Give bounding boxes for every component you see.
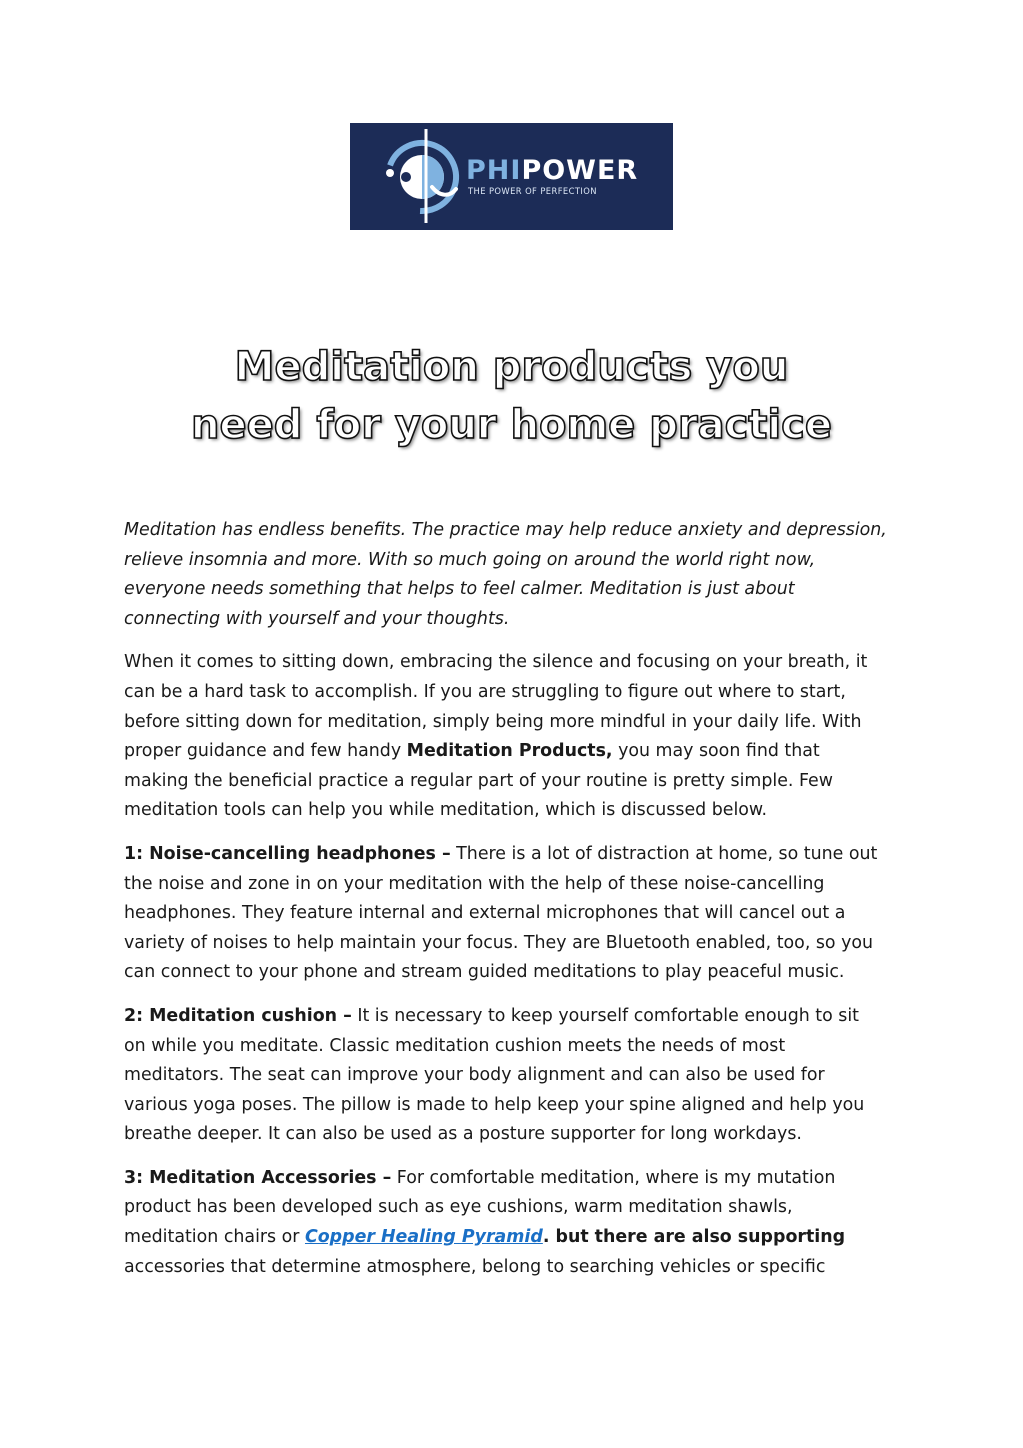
text-line: When it comes to sitting down, embracing the silence and focusing on your breath, it	[124, 652, 868, 673]
text-line: relieve insomnia and more. With so much going on around the world right now,	[124, 549, 816, 570]
text-segment: proper guidance and few handy	[124, 741, 407, 762]
intro-paragraph	[124, 516, 914, 634]
item-headphones	[124, 840, 914, 988]
meditation-products-emphasis: Meditation Products,	[406, 741, 613, 762]
article-body	[124, 516, 914, 1296]
text-line: connecting with yourself and your thoughts.	[124, 608, 510, 629]
text-line: breathe deeper. It can also be used as a posture supporter for long workdays.	[124, 1124, 802, 1145]
text-line: meditators. The seat can improve your body alignment and can also be used for	[124, 1065, 825, 1086]
logo-brand-main: POWER	[521, 155, 639, 186]
item-heading: 2: Meditation cushion –	[124, 1005, 352, 1026]
text-line	[124, 1223, 914, 1253]
text-line: can be a hard task to accomplish. If you are struggling to figure out where to start,	[124, 681, 846, 702]
text-line: making the beneficial practice a regular part of your routine is pretty simple. Few	[124, 770, 833, 791]
text-segment: For comfortable meditation, where is my mutation	[391, 1167, 836, 1188]
text-segment: meditation chairs or	[124, 1227, 305, 1248]
item-heading: 1: Noise-cancelling headphones –	[124, 843, 451, 864]
text-line	[124, 1002, 914, 1032]
logo-brand-accent: PHI	[466, 155, 522, 186]
item-cushion	[124, 1002, 914, 1150]
text-line: variety of noises to help maintain your focus. They are Bluetooth enabled, too, so you	[124, 932, 874, 953]
text-line	[124, 737, 914, 767]
text-line: on while you meditate. Classic meditation cushion meets the needs of most	[124, 1035, 786, 1056]
text-line: Meditation has endless benefits. The practice may help reduce anxiety and depression,	[124, 520, 887, 540]
text-line: can connect to your phone and stream guided meditations to play peaceful music.	[124, 962, 845, 983]
text-line: headphones. They feature internal and external microphones that will cancel out a	[124, 903, 846, 924]
text-line: before sitting down for meditation, simply being more mindful in your daily life. With	[124, 711, 862, 732]
text-segment: It is necessary to keep yourself comfortable enough to sit	[351, 1005, 859, 1026]
title-line-2: need for your home practice	[191, 402, 832, 448]
text-line: product has been developed such as eye cushions, warm meditation shawls,	[124, 1197, 793, 1218]
item-heading: 3: Meditation Accessories –	[124, 1167, 392, 1188]
text-segment: There is a lot of distraction at home, so tune out	[450, 843, 878, 864]
logo-brand-name	[466, 157, 638, 184]
guidance-paragraph	[124, 648, 914, 826]
text-line: various yoga poses. The pillow is made to help keep your spine aligned and help you	[124, 1094, 865, 1115]
text-line: the noise and zone in on your meditation with the help of these noise-cancelling	[124, 873, 825, 894]
title-line-1: Meditation products you	[234, 344, 789, 390]
item-accessories	[124, 1164, 914, 1282]
text-line	[124, 840, 914, 870]
text-line: everyone needs something that helps to feel calmer. Meditation is just about	[124, 579, 795, 600]
text-segment: . but there are also supporting	[542, 1227, 846, 1248]
page-title	[100, 338, 923, 454]
text-segment: you may soon find that	[612, 741, 820, 762]
phipower-logo	[350, 123, 673, 230]
text-line: meditation tools can help you while meditation, which is discussed below.	[124, 800, 768, 821]
text-line	[124, 1164, 914, 1194]
copper-healing-pyramid-link[interactable]: Copper Healing Pyramid	[304, 1227, 543, 1248]
text-line: accessories that determine atmosphere, belong to searching vehicles or specific	[124, 1256, 826, 1277]
logo-tagline: THE POWER OF PERFECTION	[468, 186, 597, 196]
